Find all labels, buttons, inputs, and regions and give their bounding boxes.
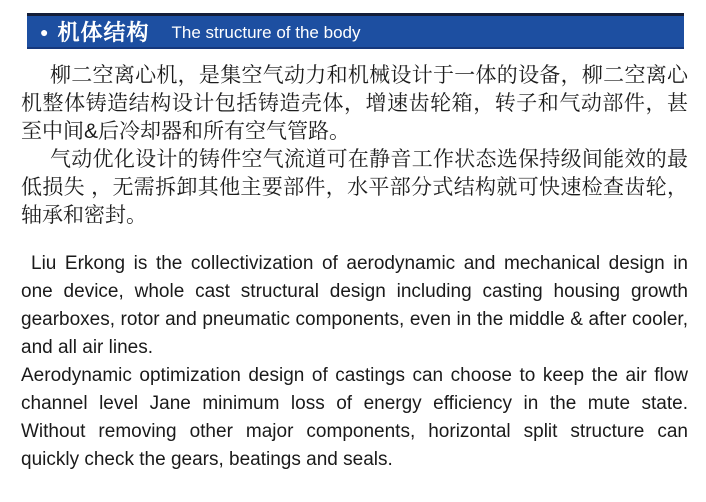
section-title-english: The structure of the body	[171, 22, 361, 42]
document-page	[0, 13, 706, 502]
paragraph-english-2: Aerodynamic optimization design of castings can choose to keep the air flow channel level Jane minimum loss of energy efficiency in the mute state. Without removing other major components, horizontal split structure can quickly check the gears, beatings and seals.	[21, 365, 688, 470]
section-title-chinese: 机体结构	[57, 20, 150, 45]
bullet-icon: ●	[40, 23, 49, 40]
body-text-area	[0, 62, 706, 474]
paragraph-chinese-1: 柳二空离心机，是集空气动力和机械设计于一体的设备，柳二空离心机整体铸造结构设计包括铸造壳体，增速齿轮箱，转子和气动部件，甚至中间&后冷却器和所有空气管路。	[21, 64, 688, 143]
paragraph-english-1: Liu Erkong is the collectivization of aerodynamic and mechanical design in one device, whole cast structural design including casting housing growth gearboxes, rotor and pneumatic components, even in the middle & after cooler, and all air lines.	[21, 253, 688, 358]
section-header-banner	[27, 13, 684, 49]
paragraph-chinese-2: 气动优化设计的铸件空气流道可在静音工作状态选保持级间能效的最低损失 ，无需拆卸其他主要部件，水平部分式结构就可快速检查齿轮，轴承和密封。	[21, 148, 688, 227]
